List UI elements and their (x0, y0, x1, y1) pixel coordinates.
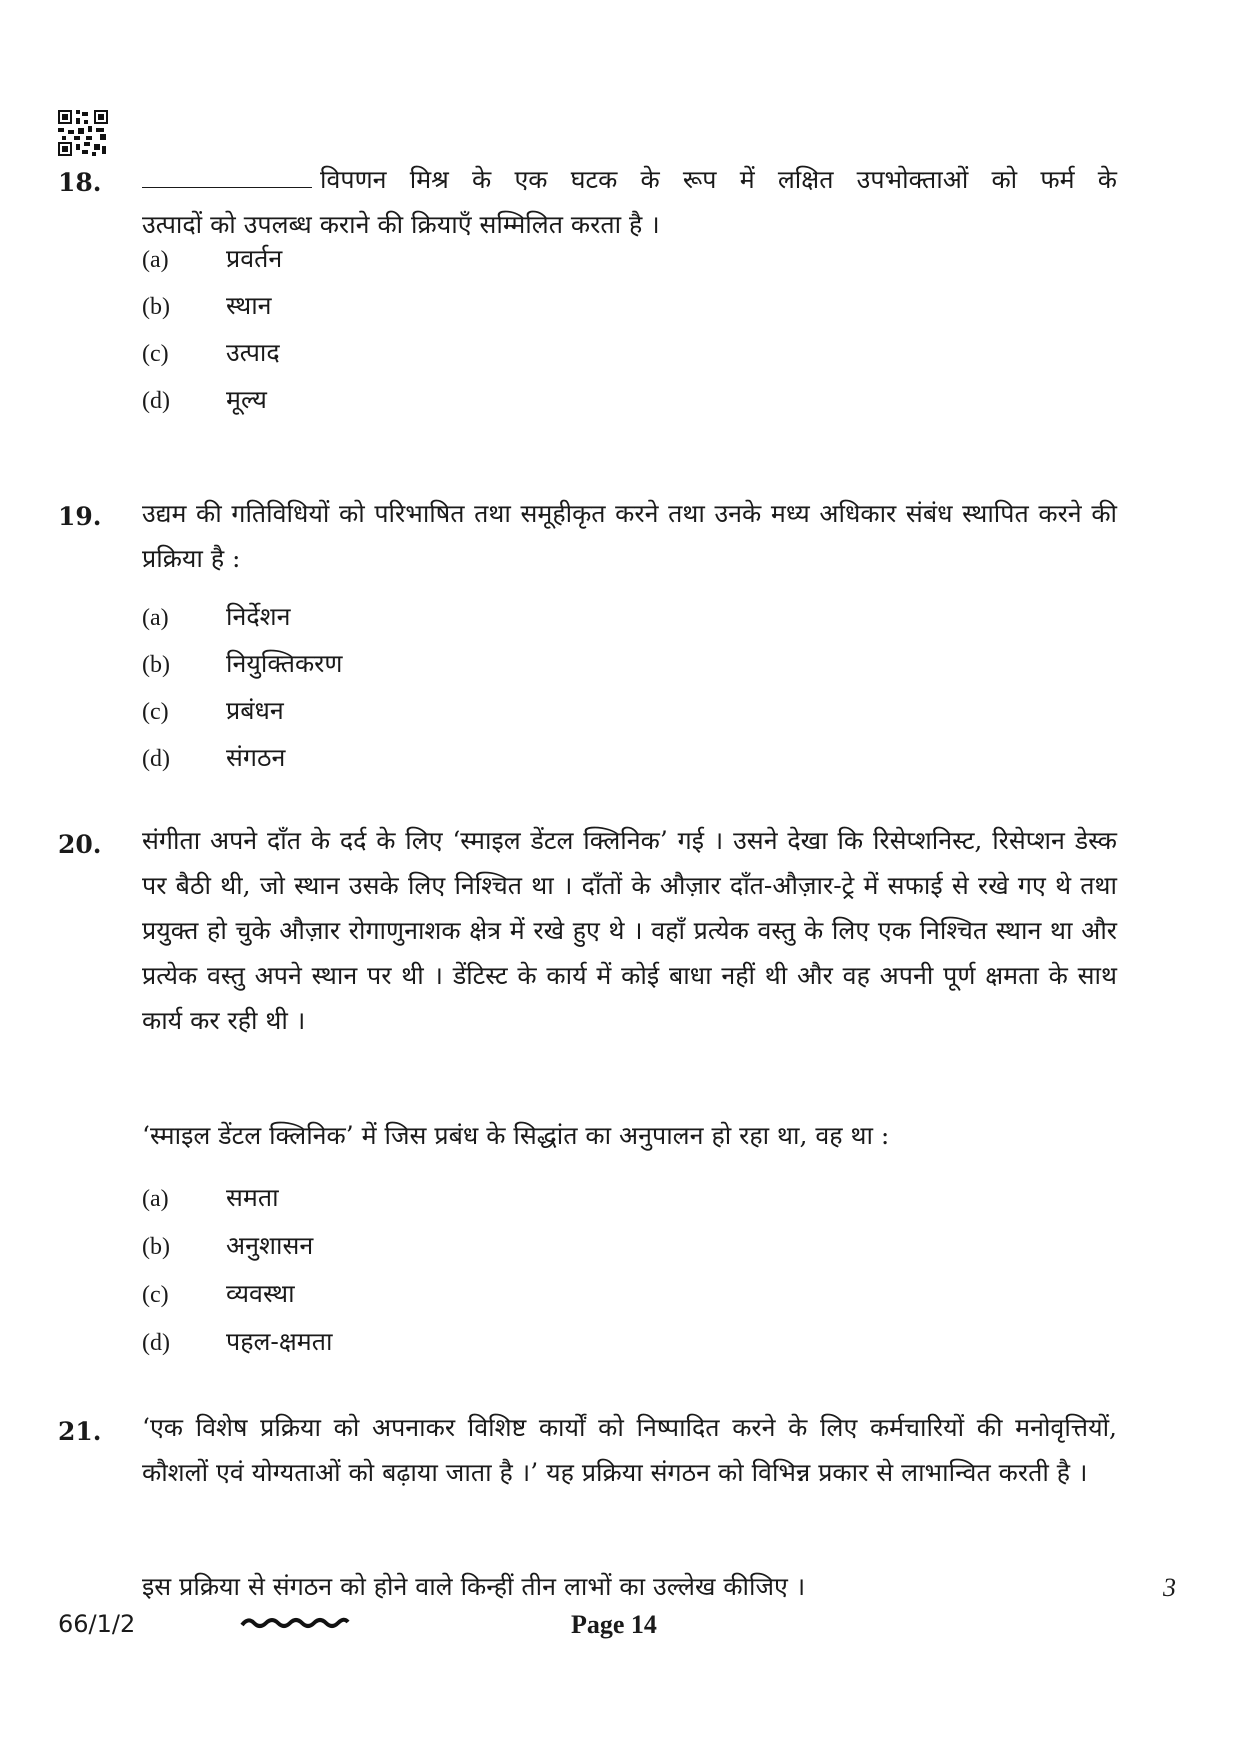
option-c: (c) व्यवस्था (142, 1279, 295, 1308)
option-a: (a) निर्देशन (142, 602, 291, 631)
question-text: उद्यम की गतिविधियों को परिभाषित तथा समूहीकृत करने तथा उनके मध्य अधिकार संबंध स्थापित करने की प्रक्रिया है : (142, 499, 1117, 573)
question-text: संगीता अपने दाँत के दर्द के लिए ‘स्माइल डेंटल क्लिनिक’ गई । उसने देखा कि रिसेप्शनिस्ट, रिसेप्शन डेस्क पर बैठी थी, जो स्थान उसके लिए निश्चित था । दाँतों के औज़ार दाँत-औज़ार-ट्रे में सफाई से रखे गए थे तथा प्रयुक्त हो चुके औज़ार रोगाणुनाशक क्षेत्र में रखे हुए थे । वहाँ प्रत्येक वस्तु के लिए एक निश्चित स्थान था और प्रत्येक वस्तु अपने स्थान पर थी । डेंटिस्ट के कार्य में कोई बाधा नहीं थी और वह अपनी पूर्ण क्षमता के साथ कार्य कर रही थी । (142, 826, 1117, 1035)
paper-code: 66/1/2 (58, 1610, 136, 1638)
option-b: (b) नियुक्तिकरण (142, 649, 343, 678)
option-b: (b) स्थान (142, 291, 272, 320)
option-b: (b) अनुशासन (142, 1231, 314, 1260)
question-number: 19. (58, 502, 102, 531)
tilde-wave-icon (240, 1612, 350, 1634)
fill-in-blank (142, 163, 312, 188)
option-d: (d) संगठन (142, 743, 286, 772)
option-c: (c) उत्पाद (142, 338, 280, 367)
page-number: Page 14 (571, 1610, 657, 1639)
marks-value: 3 (1163, 1573, 1176, 1602)
question-text: ‘एक विशेष प्रक्रिया को अपनाकर विशिष्ट कार्यों को निष्पादित करने के लिए कर्मचारियों की मनोवृत्तियों, कौशलों एवं योग्यताओं को बढ़ाया जाता है ।’ यह प्रक्रिया संगठन को विभिन्न प्रकार से लाभान्वित करती है । (142, 1413, 1117, 1487)
question-prompt: इस प्रक्रिया से संगठन को होने वाले किन्हीं तीन लाभों का उल्लेख कीजिए । (142, 1572, 806, 1601)
question-number: 21. (58, 1417, 102, 1446)
option-a: (a) समता (142, 1183, 279, 1212)
question-prompt: ‘स्माइल डेंटल क्लिनिक’ में जिस प्रबंध के सिद्धांत का अनुपालन हो रहा था, वह था : (142, 1121, 890, 1150)
question-text-line-1: विपणन मिश्र के एक घटक के रूप में लक्षित उपभोक्ताओं को फर्म के (142, 157, 1117, 202)
option-d: (d) मूल्य (142, 385, 267, 414)
option-c: (c) प्रबंधन (142, 696, 284, 725)
question-number: 20. (58, 830, 102, 859)
option-a: (a) प्रवर्तन (142, 244, 283, 273)
question-text-line-2: उत्पादों को उपलब्ध कराने की क्रियाएँ सम्मिलित करता है । (142, 210, 660, 239)
question-number: 18. (58, 168, 102, 197)
question-text (142, 157, 1117, 247)
option-d: (d) पहल-क्षमता (142, 1327, 333, 1356)
qr-code-icon (58, 110, 108, 156)
